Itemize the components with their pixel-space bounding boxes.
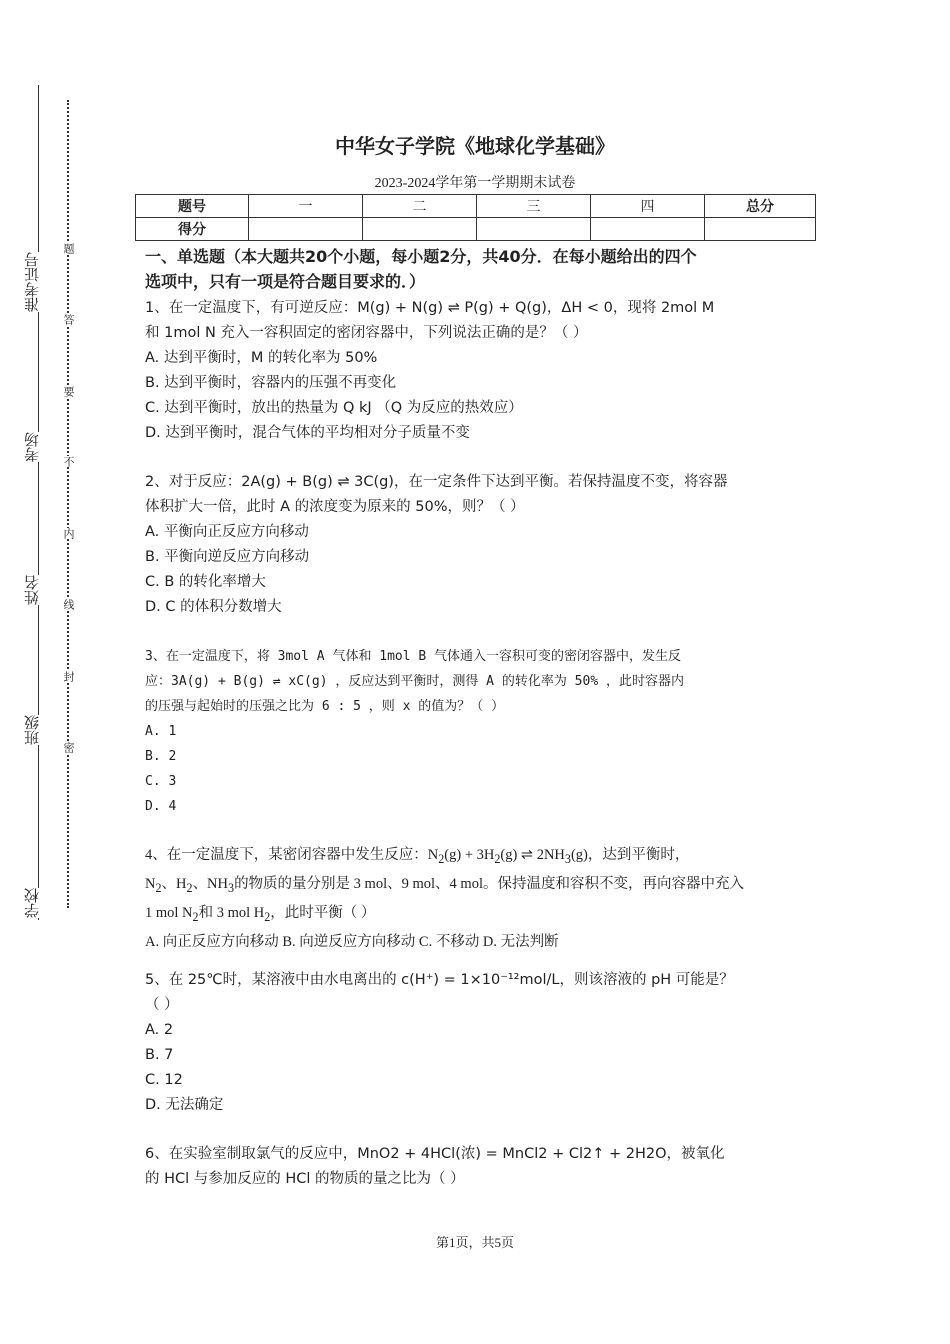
seal-char: 要	[59, 386, 77, 397]
subscript: 2	[264, 909, 271, 924]
stem-text: (g) ⇌ 2NH	[500, 847, 565, 863]
score-table	[135, 194, 816, 241]
exam-subtitle: 2023-2024学年第一学期期末试卷	[374, 176, 576, 191]
subscript: 2	[155, 880, 162, 895]
score-cell	[705, 218, 816, 241]
name-label: 姓名	[20, 575, 44, 605]
stem-text: 4、在一定温度下，某密闭容器中发生反应：N	[145, 847, 439, 863]
question-stem: 的 HCl 与参加反应的 HCl 的物质的量之比为（ ）	[145, 1171, 465, 1187]
exam-title: 中华女子学院《地球化学基础》	[335, 134, 615, 158]
score-header-cell: 三	[477, 195, 591, 218]
score-header-cell: 二	[363, 195, 477, 218]
question-1	[145, 296, 813, 446]
stem-text: 的物质的量分别是 3 mol、9 mol、4 mol。保持温度和容积不变，再向容器中充入	[234, 875, 744, 892]
seal-char: 内	[59, 528, 77, 539]
stem-text: ，此时平衡（ ）	[270, 904, 376, 921]
score-cell	[477, 218, 591, 241]
subscript: 3	[564, 851, 571, 866]
option-c: C. 达到平衡时，放出的热量为 Q kJ （Q 为反应的热效应）	[145, 400, 523, 416]
option-c: C. B 的转化率增大	[145, 574, 266, 590]
option-a: A. 2	[145, 1022, 174, 1038]
option-d: D. 无法确定	[145, 1097, 224, 1113]
option-b: B. 达到平衡时，容器内的压强不再变化	[145, 375, 397, 391]
seal-char: 密	[59, 742, 77, 753]
question-5	[145, 968, 813, 1118]
option-d: D. C 的体积分数增大	[145, 599, 282, 615]
question-stem: 5、在 25℃时，某溶液中由水电离出的 c(H⁺) = 1×10⁻¹²mol/L，则该溶液的 pH 可能是？	[145, 972, 734, 988]
subscript: 2	[438, 851, 445, 866]
question-4	[145, 843, 813, 955]
stem-text: 和 3 mol H	[198, 904, 265, 921]
option-a: A. 平衡向正反应方向移动	[145, 524, 309, 540]
stem-text: 、NH	[192, 875, 229, 892]
option-c: C. 3	[145, 774, 177, 789]
option-a: A. 1	[145, 724, 177, 739]
score-cell	[249, 218, 363, 241]
exam-room-label: 考场	[20, 432, 44, 462]
question-stem: 3、在一定温度下，将 3mol A 气体和 1mol B 气体通入一容积可变的密闭容器中，发生反	[145, 649, 682, 664]
stem-text: (g) + 3H	[444, 847, 495, 863]
question-2	[145, 470, 813, 620]
score-cell	[591, 218, 705, 241]
section-heading-line: 一、单选题（本大题共20个小题，每小题2分，共40分．在每小题给出的四个	[145, 247, 697, 266]
exam-id-label: 准考证号	[20, 252, 44, 312]
subscript: 2	[494, 851, 501, 866]
class-label: 班级	[20, 715, 44, 745]
question-stem: 体积扩大一倍，此时 A 的浓度变为原来的 50%，则？（ ）	[145, 499, 525, 515]
score-header-cell: 题号	[136, 195, 249, 218]
score-cell	[363, 218, 477, 241]
section-heading-line: 选项中，只有一项是符合题目要求的．）	[145, 272, 426, 291]
stem-text: 1 mol N	[145, 904, 193, 921]
stem-text: 、H	[161, 875, 187, 892]
question-stem: 1、在一定温度下，有可逆反应：M(g) + N(g) ⇌ P(g) + Q(g)，ΔH < 0，现将 2mol M	[145, 300, 715, 316]
school-label: 学校	[20, 888, 44, 918]
score-row-label: 得分	[136, 218, 249, 241]
seal-char: 不	[59, 456, 77, 467]
question-stem	[145, 872, 813, 901]
question-stem: 的压强与起始时的压强之比为 6 : 5 ，则 x 的值为？（ ）	[145, 699, 505, 714]
question-stem: 应：3A(g) + B(g) ⇌ xC(g) ，反应达到平衡时，测得 A 的转化率为 50% ，此时容器内	[145, 674, 684, 689]
question-stem: 2、对于反应：2A(g) + B(g) ⇌ 3C(g)，在一定条件下达到平衡。若保持温度不变，将容器	[145, 474, 728, 490]
seal-char: 线	[59, 599, 77, 610]
stem-text: N	[145, 875, 156, 892]
option-a: A. 达到平衡时，M 的转化率为 50%	[145, 350, 378, 366]
score-header-cell: 一	[249, 195, 363, 218]
subscript: 3	[228, 880, 235, 895]
seal-char: 答	[59, 314, 77, 325]
question-stem	[145, 843, 813, 872]
question-3	[145, 644, 813, 819]
binding-line	[38, 85, 39, 920]
score-header-cell: 总分	[705, 195, 816, 218]
option-b: B. 2	[145, 749, 177, 764]
options-line: A. 向正反应方向移动 B. 向逆反应方向移动 C. 不移动 D. 无法判断	[145, 933, 559, 950]
question-stem: 和 1mol N 充入一容积固定的密闭容器中，下列说法正确的是？（ ）	[145, 325, 588, 341]
page-footer: 第1页，共5页	[435, 1235, 514, 1250]
seal-char: 封	[59, 671, 77, 682]
seal-char: 题	[59, 243, 77, 254]
score-header-row	[136, 195, 816, 218]
question-stem: 6、在实验室制取氯气的反应中，MnO2 + 4HCl(浓) = MnCl2 + Cl2↑ + 2H2O，被氧化	[145, 1146, 725, 1162]
option-d: D. 4	[145, 799, 177, 814]
question-6	[145, 1142, 813, 1192]
option-d: D. 达到平衡时，混合气体的平均相对分子质量不变	[145, 425, 470, 441]
question-stem: （ ）	[145, 997, 179, 1013]
subscript: 2	[192, 909, 199, 924]
option-b: B. 平衡向逆反应方向移动	[145, 549, 310, 565]
option-c: C. 12	[145, 1072, 183, 1088]
section-heading	[145, 244, 815, 294]
subscript: 2	[186, 880, 193, 895]
stem-text: (g)，达到平衡时，	[570, 847, 690, 863]
binding-margin	[0, 0, 130, 1344]
option-b: B. 7	[145, 1047, 174, 1063]
seal-dotted-line	[67, 100, 69, 908]
score-header-cell: 四	[591, 195, 705, 218]
question-stem	[145, 901, 813, 930]
score-value-row	[136, 218, 816, 241]
